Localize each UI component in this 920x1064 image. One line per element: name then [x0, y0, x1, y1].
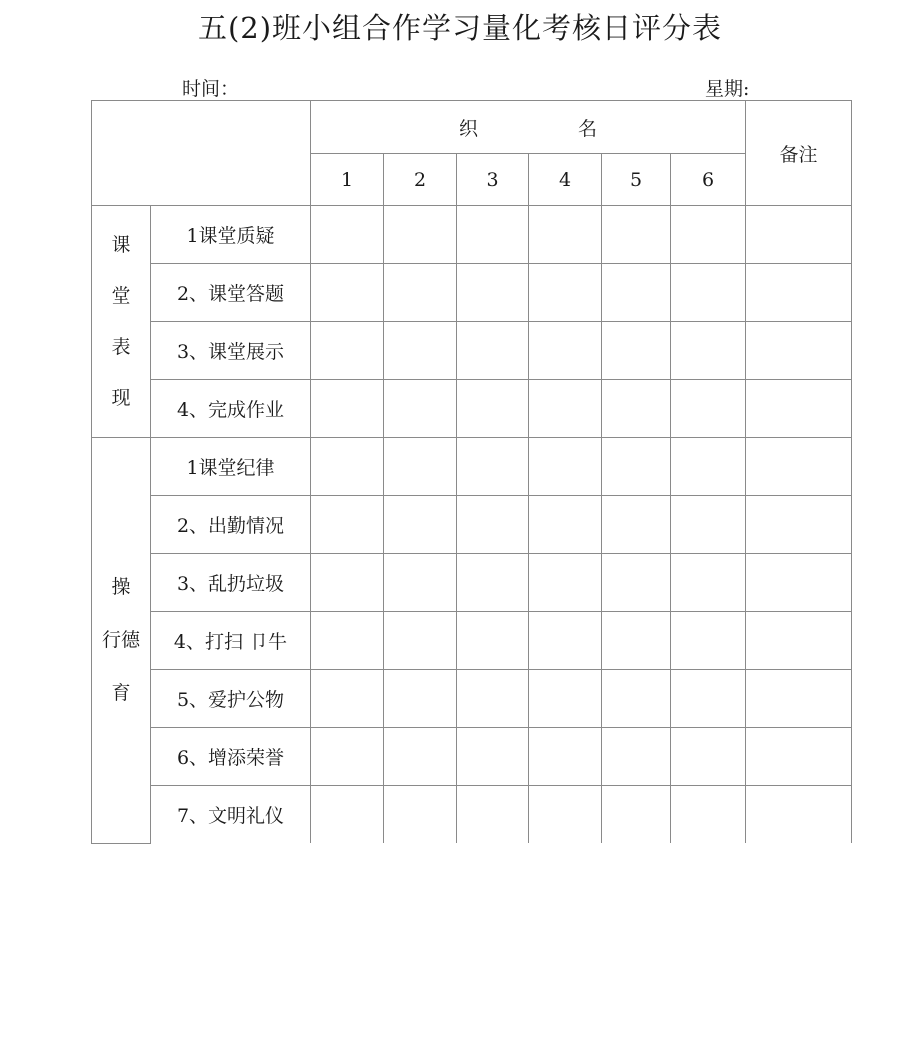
column-header: 6	[671, 154, 746, 206]
score-cell[interactable]	[529, 264, 602, 322]
table-row	[92, 380, 852, 438]
score-cell[interactable]	[311, 264, 384, 322]
score-cell[interactable]	[311, 322, 384, 380]
score-cell[interactable]	[602, 438, 671, 496]
score-cell[interactable]	[529, 438, 602, 496]
score-cell[interactable]	[602, 670, 671, 728]
table-row	[92, 728, 852, 786]
score-cell[interactable]	[602, 554, 671, 612]
table-row	[92, 206, 852, 264]
score-cell[interactable]	[457, 728, 529, 786]
score-cell[interactable]	[457, 438, 529, 496]
column-header: 2	[384, 154, 457, 206]
remark-cell[interactable]	[746, 264, 852, 322]
remark-cell[interactable]	[746, 206, 852, 264]
score-cell[interactable]	[602, 786, 671, 844]
group-name-header	[311, 101, 746, 154]
score-cell[interactable]	[602, 264, 671, 322]
remark-cell[interactable]	[746, 670, 852, 728]
table-row	[92, 438, 852, 496]
score-cell[interactable]	[671, 670, 746, 728]
score-cell[interactable]	[311, 554, 384, 612]
score-cell[interactable]	[671, 612, 746, 670]
score-cell[interactable]	[457, 786, 529, 844]
score-cell[interactable]	[311, 380, 384, 438]
score-cell[interactable]	[384, 554, 457, 612]
item-label: 7、文明礼仪	[151, 786, 311, 844]
section-label-char: 操	[111, 575, 131, 598]
score-cell[interactable]	[384, 264, 457, 322]
section-label-char: 课	[111, 233, 131, 256]
score-cell[interactable]	[671, 206, 746, 264]
page-title: 五(2)班小组合作学习量化考核日评分表	[197, 11, 723, 45]
remark-cell[interactable]	[746, 322, 852, 380]
score-cell[interactable]	[457, 322, 529, 380]
table-row	[92, 264, 852, 322]
score-cell[interactable]	[457, 554, 529, 612]
remark-cell[interactable]	[746, 728, 852, 786]
remark-cell[interactable]	[746, 554, 852, 612]
remark-cell[interactable]	[746, 438, 852, 496]
corner-cell	[92, 101, 311, 206]
score-cell[interactable]	[384, 496, 457, 554]
item-label: 6、增添荣誉	[151, 728, 311, 786]
score-cell[interactable]	[457, 264, 529, 322]
item-label: 1课堂纪律	[151, 438, 311, 496]
table-row	[92, 786, 852, 844]
item-label: 5、爱护公物	[151, 670, 311, 728]
score-cell[interactable]	[311, 612, 384, 670]
remark-cell[interactable]	[746, 786, 852, 844]
score-cell[interactable]	[384, 380, 457, 438]
score-cell[interactable]	[671, 438, 746, 496]
score-cell[interactable]	[529, 612, 602, 670]
score-cell[interactable]	[671, 554, 746, 612]
score-cell[interactable]	[311, 670, 384, 728]
section-label-classroom	[92, 206, 151, 438]
item-label: 2、出勤情况	[151, 496, 311, 554]
score-cell[interactable]	[311, 496, 384, 554]
group-header-char: 织	[458, 117, 478, 140]
week-label: 星期:	[705, 78, 750, 100]
score-cell[interactable]	[457, 612, 529, 670]
score-cell[interactable]	[529, 786, 602, 844]
score-cell[interactable]	[384, 206, 457, 264]
section-label-char: 行德	[101, 628, 140, 651]
item-label: 4、打扫 卩牛	[151, 612, 311, 670]
column-header: 3	[457, 154, 529, 206]
score-cell[interactable]	[671, 264, 746, 322]
score-cell[interactable]	[311, 786, 384, 844]
score-cell[interactable]	[602, 728, 671, 786]
table-row	[92, 496, 852, 554]
table-row	[92, 322, 852, 380]
time-label: 时间：	[182, 78, 240, 100]
score-cell[interactable]	[529, 496, 602, 554]
section-label-char: 堂	[111, 284, 131, 307]
table-row	[92, 612, 852, 670]
score-cell[interactable]	[457, 380, 529, 438]
score-cell[interactable]	[529, 670, 602, 728]
remark-cell[interactable]	[746, 612, 852, 670]
table-row	[92, 670, 852, 728]
score-cell[interactable]	[311, 728, 384, 786]
score-cell[interactable]	[384, 728, 457, 786]
group-header-char: 名	[578, 117, 598, 140]
score-cell[interactable]	[602, 380, 671, 438]
score-cell[interactable]	[311, 438, 384, 496]
score-cell[interactable]	[529, 380, 602, 438]
score-cell[interactable]	[311, 206, 384, 264]
item-label: 1课堂质疑	[151, 206, 311, 264]
score-cell[interactable]	[529, 206, 602, 264]
score-cell[interactable]	[457, 206, 529, 264]
section-label-char: 育	[111, 681, 131, 704]
item-label: 4、完成作业	[151, 380, 311, 438]
section-label-conduct	[92, 438, 151, 844]
score-cell[interactable]	[602, 322, 671, 380]
item-label: 3、课堂展示	[151, 322, 311, 380]
score-cell[interactable]	[529, 728, 602, 786]
score-cell[interactable]	[671, 786, 746, 844]
score-cell[interactable]	[671, 380, 746, 438]
score-cell[interactable]	[602, 496, 671, 554]
column-header: 5	[602, 154, 671, 206]
item-label: 3、乱扔垃圾	[151, 554, 311, 612]
section-label-char: 表	[111, 335, 131, 358]
section-label-char: 现	[111, 386, 131, 409]
column-header: 1	[311, 154, 384, 206]
score-cell[interactable]	[671, 728, 746, 786]
score-cell[interactable]	[384, 786, 457, 844]
score-cell[interactable]	[602, 206, 671, 264]
score-cell[interactable]	[529, 322, 602, 380]
item-label: 2、课堂答题	[151, 264, 311, 322]
score-cell[interactable]	[671, 322, 746, 380]
remark-cell[interactable]	[746, 496, 852, 554]
score-cell[interactable]	[384, 670, 457, 728]
score-cell[interactable]	[384, 322, 457, 380]
remark-cell[interactable]	[746, 380, 852, 438]
score-cell[interactable]	[671, 496, 746, 554]
score-cell[interactable]	[602, 612, 671, 670]
score-cell[interactable]	[529, 554, 602, 612]
score-cell[interactable]	[457, 670, 529, 728]
column-header: 4	[529, 154, 602, 206]
table-row	[92, 554, 852, 612]
remark-header: 备注	[746, 101, 852, 206]
score-cell[interactable]	[457, 496, 529, 554]
score-table	[91, 100, 852, 844]
score-cell[interactable]	[384, 438, 457, 496]
score-cell[interactable]	[384, 612, 457, 670]
